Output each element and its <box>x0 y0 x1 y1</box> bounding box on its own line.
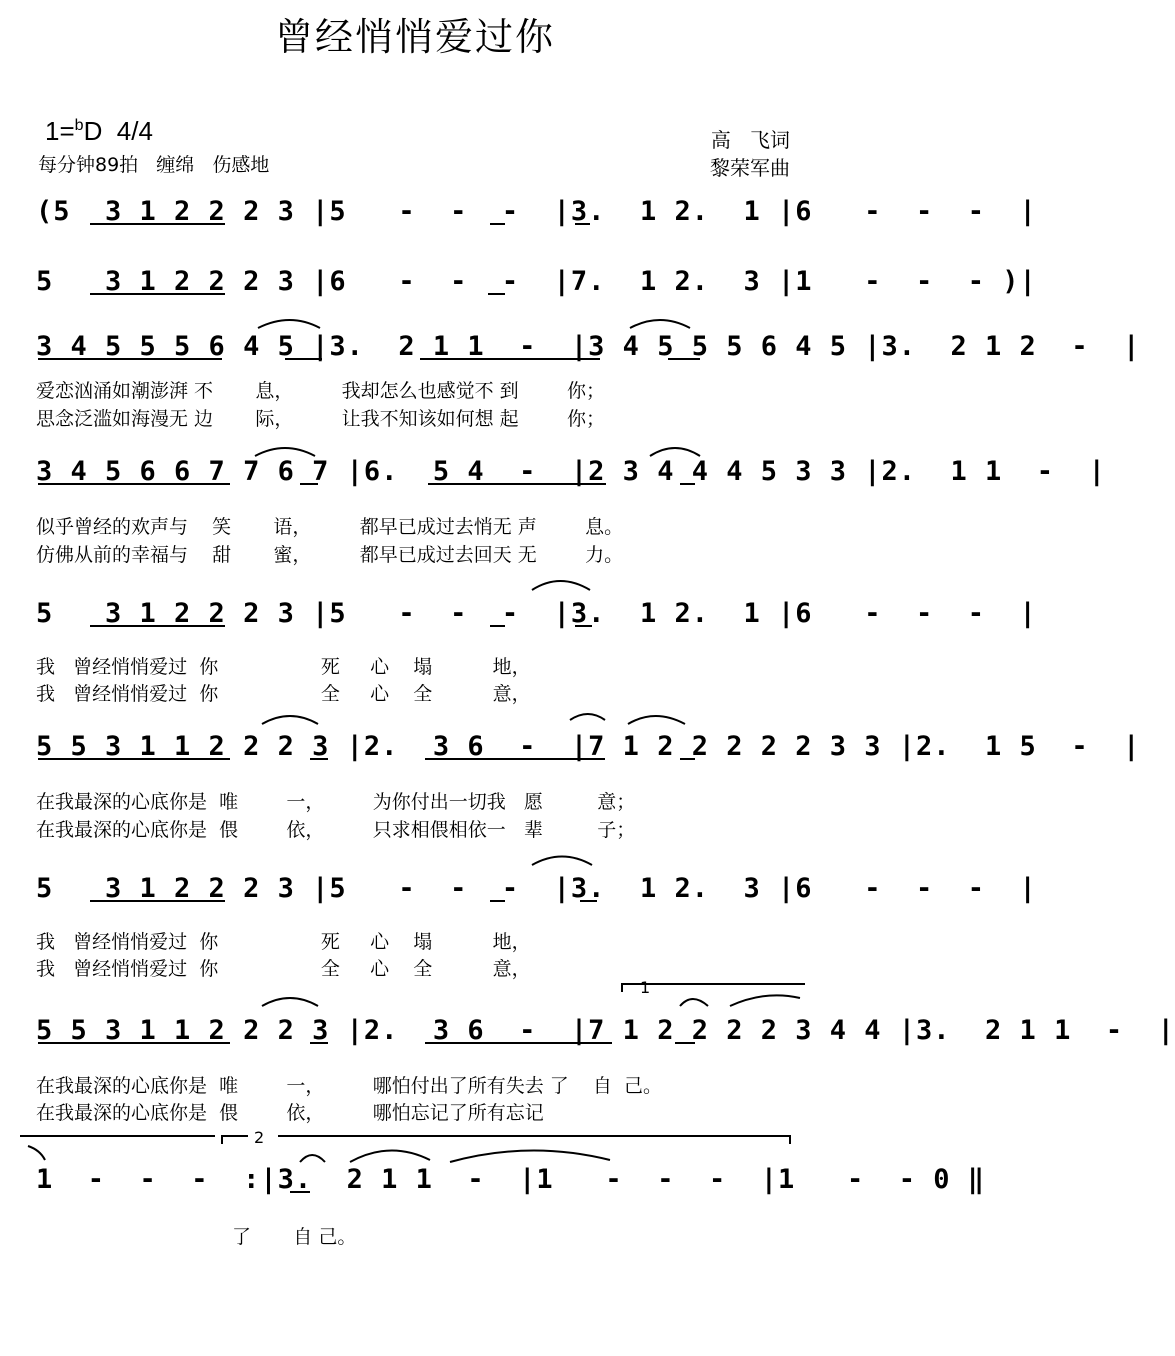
tie <box>532 857 592 866</box>
lyric-line-4b: 仿佛从前的幸福与 甜 蜜， 都早已成过去回天 无 力。 <box>36 544 624 566</box>
lyric-line-9: 了 自 己。 <box>232 1226 357 1248</box>
notation-line-2: 5 3 1 2 2 2 3 |6 - - - |7. 1 2. 3 |1 - - - )| <box>36 266 1037 297</box>
tie <box>630 320 690 328</box>
volta-2-label: 2 <box>254 1128 265 1147</box>
lyric-line-5a: 我 曾经悄悄爱过 你 死 心 塌 地， <box>36 656 531 678</box>
tie <box>450 1150 610 1162</box>
notation-line-1: (5 3 1 2 2 2 3 |5 - - - |3. 1 2. 1 |6 - - - | <box>36 196 1037 227</box>
tie <box>262 716 318 724</box>
tie <box>570 714 605 720</box>
lyric-line-3a: 爱恋汹涌如潮澎湃 不 息， 我却怎么也感觉不 到 你； <box>36 380 605 402</box>
tie <box>730 995 800 1006</box>
song-title: 曾经悄悄爱过你 <box>274 15 555 59</box>
tie <box>350 1150 430 1162</box>
tie <box>628 716 685 724</box>
notation-line-3: 3 4 5 5 5 6 4 5 |3. 2 1 1 - |3 4 5 5 5 6 4 5 |3. 2 1 2 - | <box>36 331 1141 362</box>
volta-2-bracket <box>222 1136 248 1144</box>
key-prefix: 1= <box>45 116 75 146</box>
notation-line-5: 5 3 1 2 2 2 3 |5 - - - |3. 1 2. 1 |6 - - - | <box>36 598 1037 629</box>
tie <box>255 448 315 456</box>
tie <box>28 1146 45 1160</box>
lyric-line-7a: 我 曾经悄悄爱过 你 死 心 塌 地， <box>36 931 531 953</box>
lyric-line-8a: 在我最深的心底你是 唯 一， 哪怕付出了所有失去 了 自 己。 <box>36 1075 662 1097</box>
notation-line-6: 5 5 3 1 1 2 2 2 3 |2. 3 6 - |7 1 2 2 2 2 2 3 3 |2. 1 5 - | <box>36 731 1141 762</box>
volta-1-label: 1 <box>640 978 651 997</box>
tie <box>680 999 708 1006</box>
lyric-line-4a: 似乎曾经的欢声与 笑 语， 都早已成过去悄无 声 息。 <box>36 516 624 538</box>
notation-line-8: 5 5 3 1 1 2 2 2 3 |2. 3 6 - |7 1 2 2 2 2 3 4 4 |3. 2 1 1 - | <box>36 1015 1175 1046</box>
key-flat: b <box>74 117 84 134</box>
tie <box>258 320 320 328</box>
composer-credit: 黎荣军曲 <box>710 156 790 180</box>
tie <box>650 448 700 456</box>
lyric-line-7b: 我 曾经悄悄爱过 你 全 心 全 意， <box>36 958 531 980</box>
tie <box>532 581 590 590</box>
volta-1-bracket <box>622 984 805 992</box>
tie <box>262 998 318 1006</box>
tempo-marking: 每分钟89拍 缠绵 伤感地 <box>38 154 270 176</box>
tie <box>300 1155 325 1162</box>
lyric-line-6b: 在我最深的心底你是 偎 依， 只求相偎相依一 辈 子； <box>36 819 636 841</box>
notation-line-9: 1 - - - :|3. 2 1 1 - |1 - - - |1 - - 0 ‖ <box>36 1164 986 1195</box>
key-rest: D 4/4 <box>83 116 153 146</box>
lyric-line-8b: 在我最深的心底你是 偎 依， 哪怕忘记了所有忘记 <box>36 1102 544 1124</box>
lyric-line-6a: 在我最深的心底你是 唯 一， 为你付出一切我 愿 意； <box>36 791 636 813</box>
volta-2-bracket <box>278 1136 790 1144</box>
lyric-line-5b: 我 曾经悄悄爱过 你 全 心 全 意， <box>36 683 531 705</box>
lyric-line-3b: 思念泛滥如海漫无 边 际， 让我不知该如何想 起 你； <box>36 408 605 430</box>
notation-line-4: 3 4 5 6 6 7 7 6 7 |6. 5 4 - |2 3 4 4 4 5 3 3 |2. 1 1 - | <box>36 456 1106 487</box>
notation-line-7: 5 3 1 2 2 2 3 |5 - - - |3. 1 2. 3 |6 - - - | <box>36 873 1037 904</box>
lyricist-credit: 高 飞词 <box>710 128 790 152</box>
